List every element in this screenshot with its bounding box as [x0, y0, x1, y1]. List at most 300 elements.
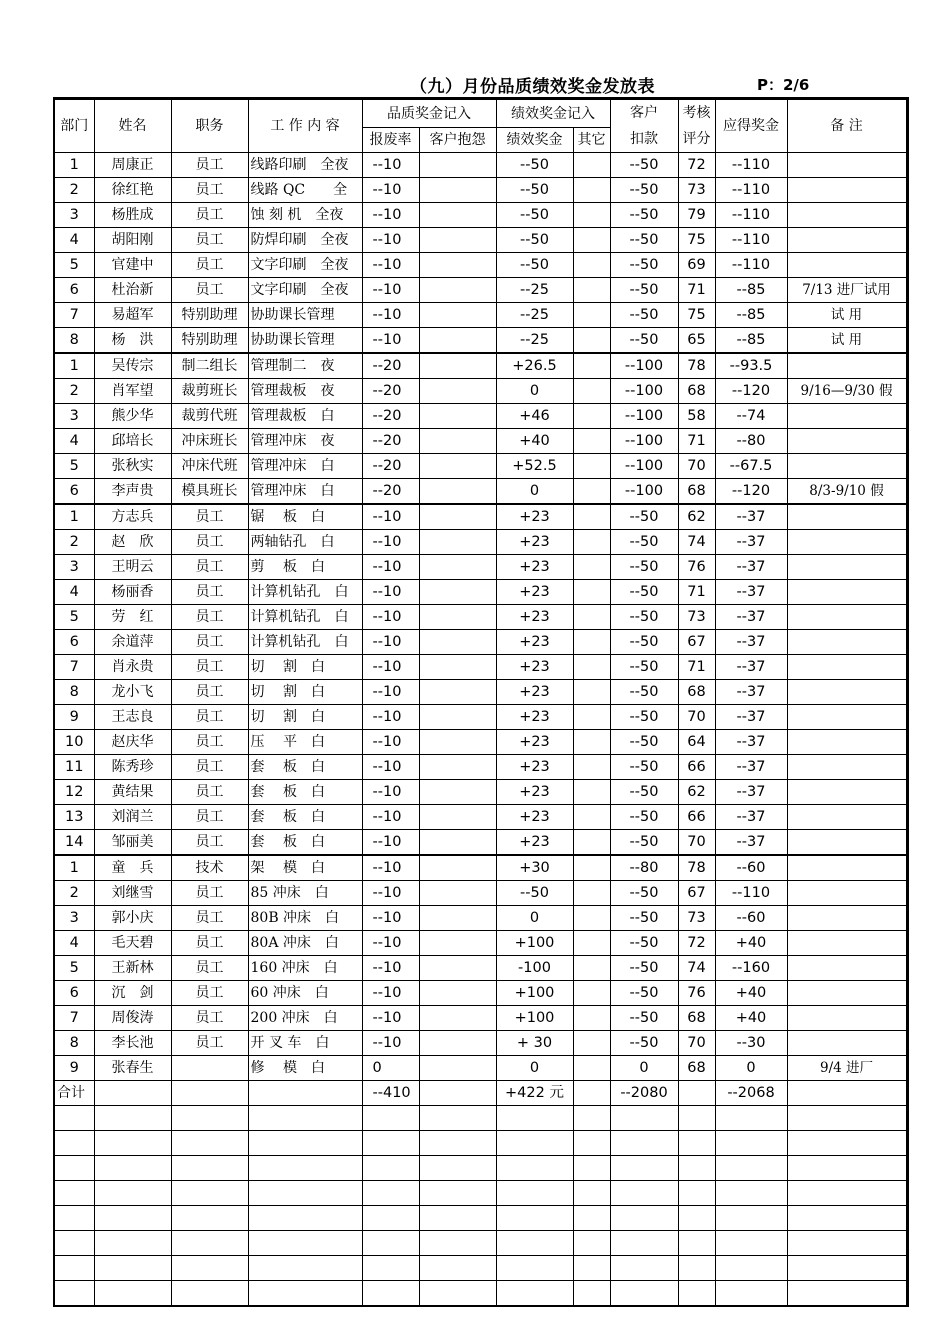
- header-quality-group: 品质奖金记入: [362, 99, 496, 128]
- cell-position: 员工: [171, 956, 248, 981]
- cell-scrap: --10: [362, 228, 419, 253]
- cell-work: 80B 冲床 白: [248, 906, 362, 931]
- cell-scrap: --20: [362, 353, 419, 379]
- cell-no: 12: [54, 780, 94, 805]
- cell-other: [573, 931, 610, 956]
- cell-position: 裁剪代班: [171, 404, 248, 429]
- cell-work: 文字印刷 全夜: [248, 253, 362, 278]
- blank-cell: [419, 1106, 496, 1131]
- cell-complaint: [419, 931, 496, 956]
- cell-perf-bonus: +23: [496, 655, 573, 680]
- cell-score: 65: [678, 328, 715, 354]
- table-row: [54, 1006, 907, 1031]
- header-perf-bonus: 绩效奖金: [496, 128, 573, 153]
- cell-other: [573, 454, 610, 479]
- header-other: 其它: [573, 128, 610, 153]
- cell-other: [573, 755, 610, 780]
- cell-perf-bonus: +23: [496, 780, 573, 805]
- total-scrap: --410: [362, 1081, 419, 1106]
- cell-work: 线路 QC 全: [248, 178, 362, 203]
- cell-no: 9: [54, 705, 94, 730]
- cell-other: [573, 303, 610, 328]
- blank-cell: [678, 1281, 715, 1307]
- total-empty-cell: [171, 1081, 248, 1106]
- cell-work: 80A 冲床 白: [248, 931, 362, 956]
- cell-score: 73: [678, 605, 715, 630]
- cell-perf-bonus: 0: [496, 379, 573, 404]
- blank-cell: [678, 1156, 715, 1181]
- cell-name: 龙小飞: [94, 680, 171, 705]
- cell-position: 员工: [171, 504, 248, 530]
- cell-other: [573, 504, 610, 530]
- total-customer-deduct: --2080: [610, 1081, 678, 1106]
- cell-position: 员工: [171, 278, 248, 303]
- cell-perf-bonus: --50: [496, 153, 573, 178]
- cell-customer-deduct: --50: [610, 1006, 678, 1031]
- blank-cell: [496, 1156, 573, 1181]
- table-row: [54, 956, 907, 981]
- cell-name: 李长池: [94, 1031, 171, 1056]
- cell-no: 1: [54, 504, 94, 530]
- total-label: 合计: [54, 1081, 94, 1106]
- cell-score: 69: [678, 253, 715, 278]
- cell-remarks: [787, 680, 907, 705]
- cell-name: 邹丽美: [94, 830, 171, 856]
- cell-bonus-due: --37: [715, 705, 787, 730]
- cell-no: 3: [54, 555, 94, 580]
- cell-bonus-due: --120: [715, 479, 787, 505]
- blank-cell: [362, 1281, 419, 1307]
- cell-complaint: [419, 429, 496, 454]
- blank-cell: [496, 1106, 573, 1131]
- blank-cell: [94, 1181, 171, 1206]
- blank-cell: [496, 1131, 573, 1156]
- cell-remarks: [787, 906, 907, 931]
- cell-other: [573, 780, 610, 805]
- cell-position: [171, 1056, 248, 1081]
- cell-name: 郭小庆: [94, 906, 171, 931]
- cell-work: 开 叉 车 白: [248, 1031, 362, 1056]
- cell-no: 14: [54, 830, 94, 856]
- blank-cell: [362, 1206, 419, 1231]
- cell-scrap: --10: [362, 830, 419, 856]
- blank-cell: [362, 1106, 419, 1131]
- blank-row: [54, 1181, 907, 1206]
- total-row: [54, 1081, 907, 1106]
- cell-scrap: --20: [362, 454, 419, 479]
- cell-remarks: [787, 253, 907, 278]
- cell-scrap: --10: [362, 253, 419, 278]
- cell-remarks: [787, 1031, 907, 1056]
- cell-position: 冲床班长: [171, 429, 248, 454]
- cell-other: [573, 630, 610, 655]
- cell-bonus-due: --67.5: [715, 454, 787, 479]
- cell-remarks: 9/4 进厂: [787, 1056, 907, 1081]
- cell-work: 压 平 白: [248, 730, 362, 755]
- cell-score: 73: [678, 906, 715, 931]
- cell-score: 71: [678, 580, 715, 605]
- blank-cell: [678, 1131, 715, 1156]
- cell-scrap: --20: [362, 379, 419, 404]
- cell-bonus-due: --110: [715, 153, 787, 178]
- blank-row: [54, 1131, 907, 1156]
- cell-scrap: --10: [362, 1006, 419, 1031]
- cell-no: 2: [54, 379, 94, 404]
- cell-bonus-due: --74: [715, 404, 787, 429]
- blank-cell: [610, 1256, 678, 1281]
- cell-remarks: [787, 605, 907, 630]
- cell-bonus-due: --37: [715, 605, 787, 630]
- cell-complaint: [419, 228, 496, 253]
- cell-other: [573, 555, 610, 580]
- blank-cell: [171, 1231, 248, 1256]
- blank-row: [54, 1156, 907, 1181]
- blank-cell: [54, 1281, 94, 1307]
- cell-complaint: [419, 1056, 496, 1081]
- cell-customer-deduct: --50: [610, 705, 678, 730]
- cell-bonus-due: --60: [715, 906, 787, 931]
- cell-work: 蚀 刻 机 全夜: [248, 203, 362, 228]
- cell-complaint: [419, 454, 496, 479]
- cell-perf-bonus: + 30: [496, 1031, 573, 1056]
- table-row: [54, 379, 907, 404]
- cell-score: 79: [678, 203, 715, 228]
- cell-perf-bonus: +23: [496, 730, 573, 755]
- cell-bonus-due: --85: [715, 328, 787, 354]
- cell-customer-deduct: --50: [610, 605, 678, 630]
- total-empty-cell: [419, 1081, 496, 1106]
- cell-bonus-due: --37: [715, 830, 787, 856]
- blank-cell: [248, 1156, 362, 1181]
- cell-score: 64: [678, 730, 715, 755]
- total-empty-cell: [573, 1081, 610, 1106]
- cell-complaint: [419, 755, 496, 780]
- cell-score: 75: [678, 228, 715, 253]
- table-row: [54, 931, 907, 956]
- blank-cell: [94, 1156, 171, 1181]
- blank-cell: [573, 1106, 610, 1131]
- blank-cell: [94, 1106, 171, 1131]
- cell-no: 8: [54, 328, 94, 354]
- blank-cell: [248, 1181, 362, 1206]
- cell-score: 58: [678, 404, 715, 429]
- cell-perf-bonus: 0: [496, 1056, 573, 1081]
- cell-name: 刘润兰: [94, 805, 171, 830]
- blank-cell: [496, 1256, 573, 1281]
- cell-customer-deduct: --50: [610, 981, 678, 1006]
- blank-cell: [171, 1156, 248, 1181]
- cell-customer-deduct: --50: [610, 303, 678, 328]
- cell-no: 7: [54, 655, 94, 680]
- cell-no: 6: [54, 630, 94, 655]
- cell-position: 员工: [171, 830, 248, 856]
- cell-other: [573, 956, 610, 981]
- cell-customer-deduct: --50: [610, 153, 678, 178]
- cell-bonus-due: --37: [715, 655, 787, 680]
- cell-bonus-due: --30: [715, 1031, 787, 1056]
- cell-position: 员工: [171, 655, 248, 680]
- cell-remarks: [787, 755, 907, 780]
- cell-scrap: --20: [362, 429, 419, 454]
- blank-cell: [610, 1131, 678, 1156]
- cell-customer-deduct: --50: [610, 278, 678, 303]
- blank-cell: [610, 1281, 678, 1307]
- cell-customer-deduct: --50: [610, 755, 678, 780]
- cell-name: 熊少华: [94, 404, 171, 429]
- cell-remarks: 7/13 进厂试用: [787, 278, 907, 303]
- cell-customer-deduct: --50: [610, 730, 678, 755]
- cell-customer-deduct: --50: [610, 530, 678, 555]
- cell-work: 线路印刷 全夜: [248, 153, 362, 178]
- cell-other: [573, 328, 610, 354]
- cell-remarks: [787, 956, 907, 981]
- cell-name: 官建中: [94, 253, 171, 278]
- cell-other: [573, 881, 610, 906]
- cell-scrap: --10: [362, 605, 419, 630]
- cell-perf-bonus: +100: [496, 1006, 573, 1031]
- cell-score: 72: [678, 153, 715, 178]
- cell-other: [573, 228, 610, 253]
- cell-bonus-due: --85: [715, 278, 787, 303]
- cell-position: 冲床代班: [171, 454, 248, 479]
- total-perf-bonus: +422 元: [496, 1081, 573, 1106]
- cell-score: 70: [678, 830, 715, 856]
- table-row: [54, 253, 907, 278]
- cell-bonus-due: +40: [715, 981, 787, 1006]
- cell-no: 4: [54, 580, 94, 605]
- blank-cell: [419, 1181, 496, 1206]
- cell-perf-bonus: +23: [496, 830, 573, 856]
- cell-remarks: [787, 203, 907, 228]
- cell-score: 74: [678, 956, 715, 981]
- cell-scrap: --10: [362, 630, 419, 655]
- cell-perf-bonus: --50: [496, 881, 573, 906]
- cell-no: 2: [54, 881, 94, 906]
- blank-cell: [573, 1206, 610, 1231]
- blank-cell: [715, 1156, 787, 1181]
- cell-bonus-due: --120: [715, 379, 787, 404]
- cell-complaint: [419, 605, 496, 630]
- cell-work: 计算机钻孔 白: [248, 580, 362, 605]
- cell-remarks: 8/3-9/10 假: [787, 479, 907, 505]
- cell-no: 6: [54, 479, 94, 505]
- cell-no: 9: [54, 1056, 94, 1081]
- cell-remarks: [787, 855, 907, 881]
- cell-scrap: --10: [362, 956, 419, 981]
- cell-no: 1: [54, 353, 94, 379]
- cell-other: [573, 655, 610, 680]
- cell-bonus-due: --37: [715, 730, 787, 755]
- cell-remarks: [787, 530, 907, 555]
- cell-perf-bonus: +30: [496, 855, 573, 881]
- cell-other: [573, 855, 610, 881]
- cell-scrap: --10: [362, 680, 419, 705]
- cell-score: 66: [678, 805, 715, 830]
- cell-position: 员工: [171, 755, 248, 780]
- cell-perf-bonus: +52.5: [496, 454, 573, 479]
- cell-no: 13: [54, 805, 94, 830]
- header-customer-deduct: [610, 99, 678, 153]
- table-row: [54, 479, 907, 505]
- cell-scrap: --10: [362, 881, 419, 906]
- cell-customer-deduct: --50: [610, 228, 678, 253]
- cell-perf-bonus: +100: [496, 931, 573, 956]
- cell-position: 员工: [171, 178, 248, 203]
- cell-work: 两轴钻孔 白: [248, 530, 362, 555]
- bonus-table: [53, 97, 909, 1307]
- blank-cell: [54, 1181, 94, 1206]
- cell-complaint: [419, 780, 496, 805]
- cell-name: 赵庆华: [94, 730, 171, 755]
- cell-bonus-due: --110: [715, 228, 787, 253]
- cell-perf-bonus: +23: [496, 755, 573, 780]
- blank-cell: [787, 1106, 907, 1131]
- cell-bonus-due: --37: [715, 555, 787, 580]
- cell-other: [573, 680, 610, 705]
- cell-score: 76: [678, 555, 715, 580]
- cell-name: 邱培长: [94, 429, 171, 454]
- cell-remarks: [787, 705, 907, 730]
- cell-bonus-due: +40: [715, 1006, 787, 1031]
- cell-position: 员工: [171, 680, 248, 705]
- cell-scrap: --10: [362, 981, 419, 1006]
- cell-remarks: [787, 228, 907, 253]
- cell-bonus-due: --37: [715, 630, 787, 655]
- cell-position: 员工: [171, 881, 248, 906]
- cell-name: 陈秀珍: [94, 755, 171, 780]
- header-name: 姓名: [94, 99, 171, 153]
- cell-perf-bonus: --50: [496, 178, 573, 203]
- blank-cell: [94, 1131, 171, 1156]
- cell-complaint: [419, 379, 496, 404]
- blank-cell: [787, 1256, 907, 1281]
- blank-cell: [94, 1231, 171, 1256]
- cell-scrap: --10: [362, 1031, 419, 1056]
- blank-cell: [419, 1281, 496, 1307]
- cell-customer-deduct: --50: [610, 931, 678, 956]
- cell-complaint: [419, 253, 496, 278]
- cell-customer-deduct: --50: [610, 504, 678, 530]
- table-row: [54, 404, 907, 429]
- cell-other: [573, 805, 610, 830]
- cell-bonus-due: --37: [715, 680, 787, 705]
- cell-work: 协助课长管理: [248, 303, 362, 328]
- cell-work: 切 割 白: [248, 680, 362, 705]
- cell-customer-deduct: --50: [610, 580, 678, 605]
- cell-complaint: [419, 1031, 496, 1056]
- blank-cell: [94, 1206, 171, 1231]
- cell-scrap: --10: [362, 153, 419, 178]
- cell-no: 7: [54, 303, 94, 328]
- blank-cell: [248, 1231, 362, 1256]
- cell-score: 74: [678, 530, 715, 555]
- blank-cell: [419, 1256, 496, 1281]
- table-row: [54, 981, 907, 1006]
- cell-bonus-due: --85: [715, 303, 787, 328]
- cell-no: 3: [54, 203, 94, 228]
- cell-scrap: --10: [362, 755, 419, 780]
- cell-position: 员工: [171, 605, 248, 630]
- cell-perf-bonus: +23: [496, 605, 573, 630]
- header-remarks: 备 注: [787, 99, 907, 153]
- cell-complaint: [419, 830, 496, 856]
- cell-work: 60 冲床 白: [248, 981, 362, 1006]
- cell-scrap: --10: [362, 805, 419, 830]
- cell-complaint: [419, 680, 496, 705]
- blank-row: [54, 1206, 907, 1231]
- cell-score: 68: [678, 1006, 715, 1031]
- cell-complaint: [419, 328, 496, 354]
- table-row: [54, 605, 907, 630]
- cell-other: [573, 178, 610, 203]
- table-row: [54, 454, 907, 479]
- cell-other: [573, 253, 610, 278]
- report-title: （九）月份品质绩效奖金发放表: [410, 77, 655, 97]
- cell-name: 张秋实: [94, 454, 171, 479]
- cell-other: [573, 203, 610, 228]
- cell-remarks: [787, 580, 907, 605]
- cell-remarks: [787, 504, 907, 530]
- cell-scrap: --10: [362, 555, 419, 580]
- cell-position: 员工: [171, 530, 248, 555]
- cell-perf-bonus: +23: [496, 805, 573, 830]
- cell-no: 5: [54, 454, 94, 479]
- blank-cell: [362, 1131, 419, 1156]
- blank-cell: [715, 1281, 787, 1307]
- cell-position: 特别助理: [171, 303, 248, 328]
- blank-cell: [496, 1206, 573, 1231]
- blank-cell: [248, 1206, 362, 1231]
- cell-scrap: --10: [362, 178, 419, 203]
- cell-bonus-due: --37: [715, 530, 787, 555]
- cell-position: 员工: [171, 780, 248, 805]
- cell-customer-deduct: --50: [610, 881, 678, 906]
- cell-score: 70: [678, 1031, 715, 1056]
- blank-cell: [362, 1181, 419, 1206]
- cell-scrap: --10: [362, 906, 419, 931]
- blank-cell: [362, 1256, 419, 1281]
- cell-remarks: [787, 555, 907, 580]
- cell-score: 78: [678, 855, 715, 881]
- cell-score: 68: [678, 379, 715, 404]
- cell-scrap: --10: [362, 303, 419, 328]
- cell-scrap: --20: [362, 404, 419, 429]
- cell-customer-deduct: --50: [610, 805, 678, 830]
- cell-score: 66: [678, 755, 715, 780]
- blank-cell: [94, 1256, 171, 1281]
- table-row: [54, 530, 907, 555]
- cell-position: 员工: [171, 153, 248, 178]
- cell-customer-deduct: --50: [610, 780, 678, 805]
- cell-bonus-due: --93.5: [715, 353, 787, 379]
- cell-position: 员工: [171, 228, 248, 253]
- cell-no: 1: [54, 153, 94, 178]
- cell-work: 套 板 白: [248, 780, 362, 805]
- blank-cell: [573, 1231, 610, 1256]
- cell-remarks: [787, 404, 907, 429]
- cell-other: [573, 153, 610, 178]
- blank-cell: [419, 1156, 496, 1181]
- blank-row: [54, 1231, 907, 1256]
- table-row: [54, 429, 907, 454]
- cell-perf-bonus: +100: [496, 981, 573, 1006]
- header-assess: [678, 99, 715, 153]
- cell-work: 文字印刷 全夜: [248, 278, 362, 303]
- cell-no: 6: [54, 278, 94, 303]
- total-empty-cell: [94, 1081, 171, 1106]
- blank-cell: [787, 1181, 907, 1206]
- blank-cell: [362, 1156, 419, 1181]
